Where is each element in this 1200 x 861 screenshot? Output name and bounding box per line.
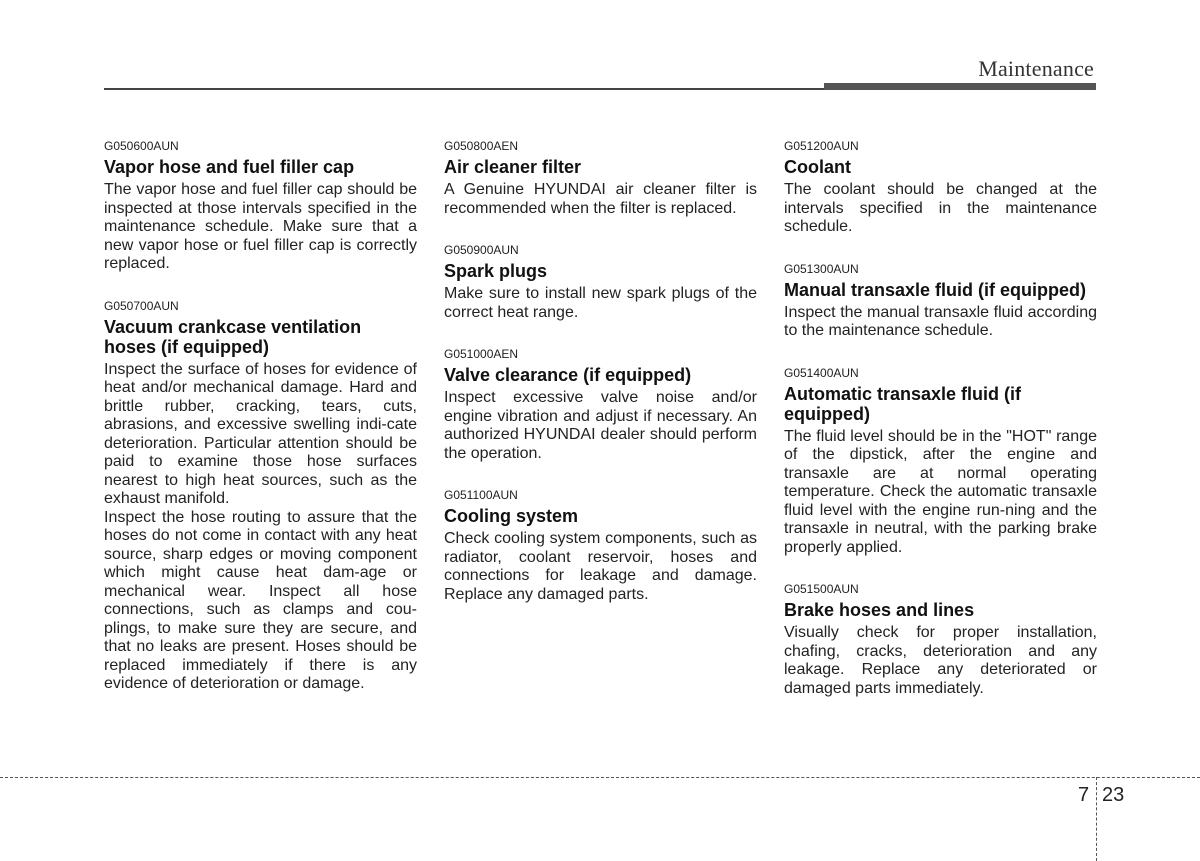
section-paragraph: Check cooling system components, such as radiator, coolant reservoir, hoses and connections for leakage and damage. Replace any damaged parts. <box>444 530 757 603</box>
section-paragraph: Inspect the manual transaxle fluid according to the maintenance schedule. <box>784 303 1097 339</box>
section-paragraph: Inspect the hose routing to assure that the hoses do not come in contact with any heat source, sharp edges or moving component which might cause heat dam-age or mechanical wear. Inspect all hose connections, such as clamps and cou-plings, to make sure they are secure, and that no leaks are present. Hoses should be replaced immediately if there is any evidence of deterioration or damage. <box>104 508 417 692</box>
section-heading: Spark plugs <box>444 261 548 281</box>
section-automatic-transaxle <box>784 365 1097 558</box>
section-spark-plugs <box>444 242 757 322</box>
section-heading: Vacuum crankcase ventilation hoses (if equipped) <box>104 316 362 357</box>
page-number: 23 <box>1102 784 1125 806</box>
section-air-cleaner <box>444 138 757 218</box>
section-code: G050800AEN <box>444 139 519 153</box>
section-code: G050700AUN <box>104 298 179 313</box>
section-code: G051500AUN <box>784 582 859 596</box>
section-coolant <box>784 138 1097 237</box>
section-code: G051300AUN <box>784 261 859 276</box>
section-valve-clearance <box>444 346 757 463</box>
header-rule <box>104 88 824 90</box>
section-code: G051100AUN <box>444 488 518 502</box>
header-rule-accent <box>824 83 1096 90</box>
section-paragraph: Inspect excessive valve noise and/or engine vibration and adjust if necessary. An authorized HYUNDAI dealer should perform the operation. <box>444 389 757 462</box>
section-code: G050600AUN <box>104 139 179 153</box>
chapter-number: 7 <box>1078 784 1090 806</box>
text-column-right <box>784 138 1097 698</box>
section-heading: Manual transaxle fluid (if equipped) <box>784 279 1087 300</box>
section-crankcase-ventilation <box>104 298 417 694</box>
section-heading: Coolant <box>784 157 851 177</box>
section-code: G051400AUN <box>784 365 859 380</box>
text-column-left <box>104 138 417 694</box>
section-paragraph: A Genuine HYUNDAI air cleaner filter is recommended when the filter is replaced. <box>444 181 757 217</box>
section-code: G050900AUN <box>444 243 519 257</box>
section-code: G051000AEN <box>444 347 519 361</box>
section-heading: Air cleaner filter <box>444 157 582 177</box>
section-heading: Automatic transaxle fluid (if equipped) <box>784 383 1022 424</box>
section-heading: Brake hoses and lines <box>784 600 975 620</box>
section-paragraph: The coolant should be changed at the intervals specified in the maintenance schedule. <box>784 181 1097 235</box>
section-paragraph: Inspect the surface of hoses for evidence of heat and/or mechanical damage. Hard and brittle rubber, cracking, tears, cuts, abrasions, and excessive swelling indi-cate deterioration. Particular attention should be paid to examine those hose surfaces nearest to high heat sources, such as the exhaust manifold. <box>104 360 417 507</box>
section-paragraph: The fluid level should be in the "HOT" range of the dipstick, after the engine and transaxle are at normal operating temperature. Check the automatic transaxle fluid level with the engine run-ning and the transaxle in neutral, with the parking brake properly applied. <box>784 427 1097 556</box>
section-heading: Cooling system <box>444 506 579 526</box>
section-heading: Vapor hose and fuel filler cap <box>104 157 355 177</box>
section-code: G051200AUN <box>784 139 859 153</box>
section-paragraph: The vapor hose and fuel filler cap should be inspected at those intervals specified in the maintenance schedule. Make sure that a new vapor hose or fuel filler cap is correctly replaced. <box>104 181 417 272</box>
text-column-middle <box>444 138 757 604</box>
footer-divider <box>0 777 1200 778</box>
section-paragraph: Make sure to install new spark plugs of the correct heat range. <box>444 285 757 321</box>
page-header-title: Maintenance <box>978 56 1094 81</box>
section-heading: Valve clearance (if equipped) <box>444 365 692 385</box>
section-brake-hoses <box>784 581 1097 698</box>
section-vapor-hose <box>104 138 417 274</box>
section-manual-transaxle <box>784 261 1097 341</box>
section-paragraph: Visually check for proper installation, chafing, cracks, deterioration and any leakage. Replace any deteriorated or damaged parts immediately. <box>784 624 1097 697</box>
footer-page-divider <box>1096 777 1097 861</box>
section-cooling-system <box>444 487 757 604</box>
